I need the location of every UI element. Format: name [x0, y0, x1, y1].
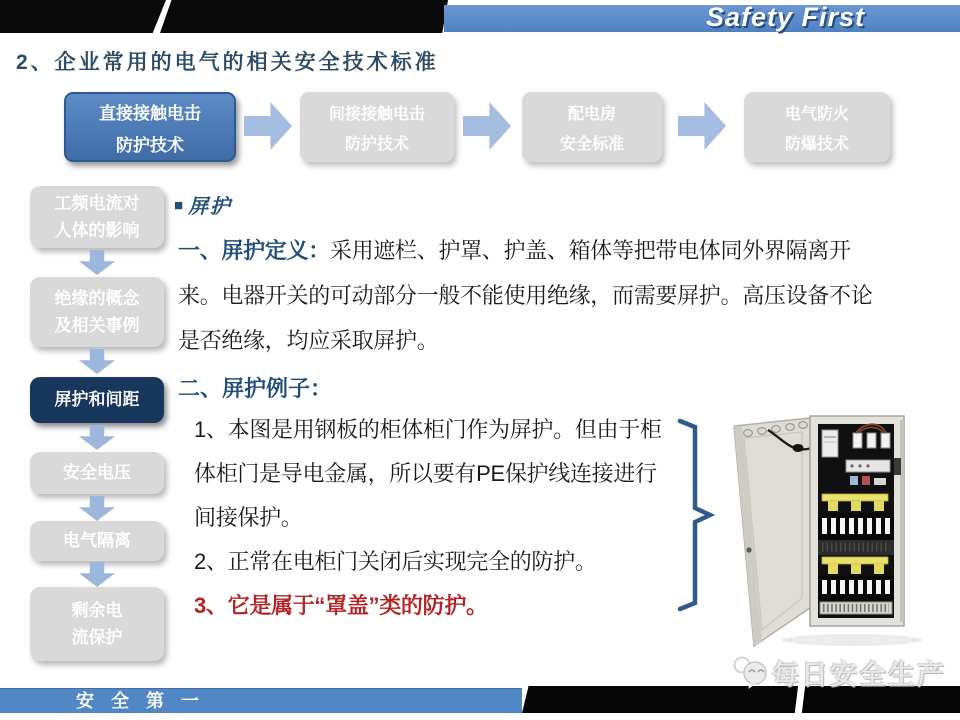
- sidebar-item-residual-current-protection: [30, 587, 164, 661]
- examples-list: [194, 408, 668, 628]
- step-line1: 配电房: [567, 105, 616, 123]
- sidebar-item-label: 屏护和间距: [54, 390, 140, 410]
- header-black-bar-mid: [160, 0, 448, 33]
- sidebar-item-label: 工频电流对: [54, 193, 140, 213]
- process-step-fire-explosion: [744, 92, 890, 162]
- sidebar-item-safe-voltage: [30, 452, 164, 494]
- watermark-logo-icon: [730, 652, 772, 692]
- step-line1: 直接接触电击: [99, 103, 201, 123]
- example-item: 2、正常在电柜门关闭后实现完全的防护。: [194, 549, 597, 574]
- step-line2: 安全标准: [559, 135, 624, 153]
- step-line1: 电气防火: [784, 105, 849, 123]
- step-line2: 防护技术: [344, 135, 409, 153]
- sidebar-item-electrical-isolation: [30, 521, 164, 561]
- sidebar-item-label: 流保护: [71, 628, 123, 647]
- brand-text: Safety First: [706, 2, 866, 32]
- footer-slogan-bar: [0, 688, 522, 713]
- definition-body: 采用遮栏、护罩、护盖、箱体等把带电体同外界隔离开来。电器开关的可动部分一般不能使用绝缘，而需要屏护。高压设备不论是否绝缘，均应采取屏护。: [178, 238, 873, 353]
- down-arrow-icon: [79, 562, 115, 587]
- process-step-direct-contact: [64, 92, 236, 162]
- footer-slogan: 安 全 第 一: [76, 691, 206, 711]
- flow-arrow-icon: [244, 101, 292, 151]
- down-arrow-icon: [79, 425, 115, 450]
- sidebar-item-label: 及相关事例: [54, 316, 140, 335]
- sidebar-item-label: 绝缘的概念: [54, 288, 140, 308]
- step-line2: 防护技术: [116, 135, 184, 155]
- sidebar-item-label: 安全电压: [63, 463, 131, 483]
- square-bullet-icon: ■: [174, 197, 184, 214]
- section-heading: [174, 190, 232, 219]
- sidebar-item-shielding-and-clearance: [30, 377, 164, 423]
- flow-arrow-icon: [463, 101, 511, 151]
- examples-heading: 二、屏护例子：: [178, 376, 333, 401]
- section-title: 屏护: [188, 194, 233, 218]
- sidebar-item-label: 电气隔离: [63, 531, 131, 551]
- down-arrow-icon: [79, 496, 115, 521]
- sidebar-item-label: 剩余电: [71, 600, 123, 620]
- header-black-bar-left: [0, 0, 166, 33]
- watermark-text: 每日安全生产: [772, 659, 946, 690]
- electrical-cabinet-photo: [712, 406, 957, 654]
- step-line1: 间接接触电击: [328, 105, 425, 123]
- example-item-emphasis: 3、它是属于“罩盖”类的防护。: [194, 593, 488, 618]
- header-brand-bar: [444, 2, 960, 32]
- page-title: 2、企业常用的电气的相关安全技术标准: [16, 51, 439, 74]
- definition-paragraph: [178, 228, 894, 363]
- sidebar-item-power-frequency-current: [30, 186, 164, 248]
- sidebar-item-label: 人体的影响: [54, 221, 140, 240]
- process-step-indirect-contact: [300, 92, 454, 162]
- definition-lead: 一、屏护定义：: [178, 238, 330, 263]
- down-arrow-icon: [79, 349, 115, 374]
- brace-icon: [668, 414, 716, 618]
- watermark: [730, 652, 946, 692]
- step-line2: 防爆技术: [784, 135, 849, 153]
- flow-arrow-icon: [678, 101, 726, 151]
- down-arrow-icon: [79, 250, 115, 275]
- process-step-power-room: [522, 92, 662, 162]
- sidebar-item-insulation-concept: [30, 277, 164, 347]
- example-item: 1、本图是用钢板的柜体柜门作为屏护。但由于柜体柜门是导电金属，所以要有PE保护线连接进行间接保护。: [194, 417, 662, 530]
